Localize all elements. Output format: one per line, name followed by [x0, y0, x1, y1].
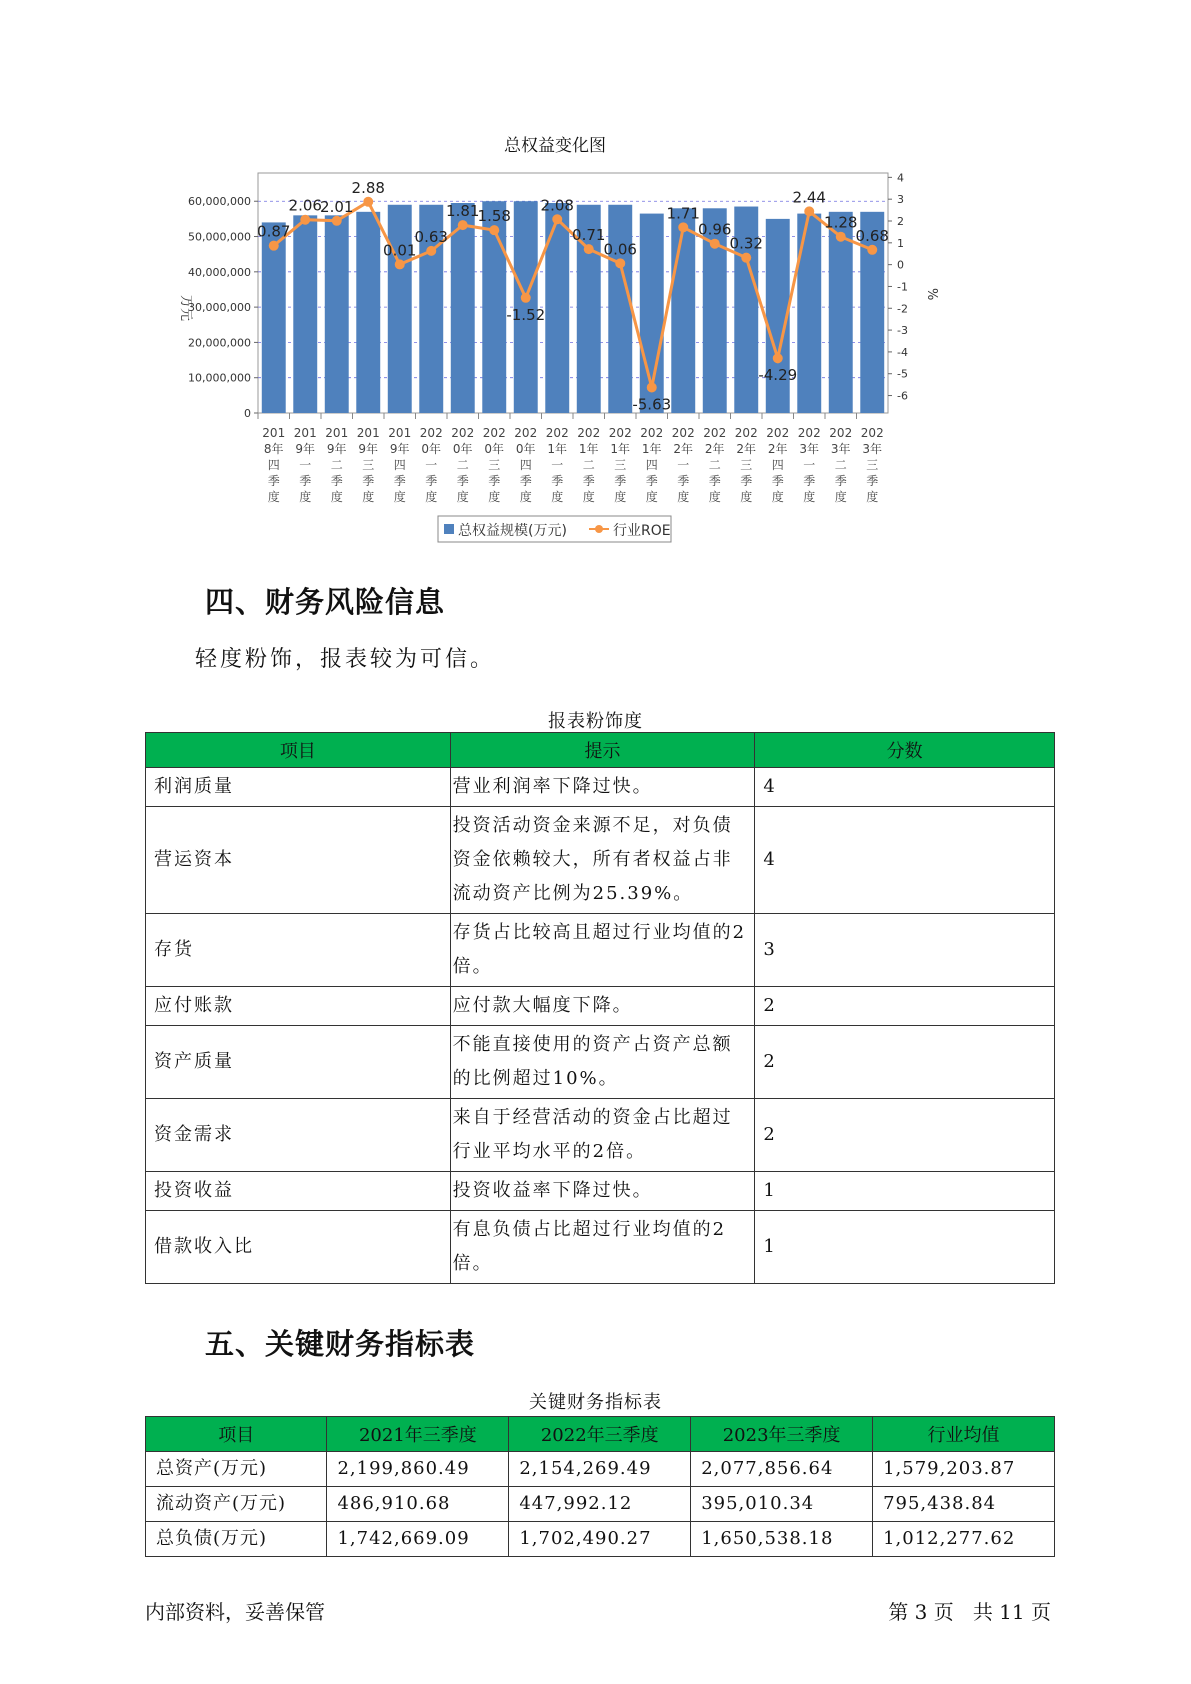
table-row [146, 987, 1055, 1026]
roe-point [710, 239, 720, 249]
y-left-label: 万元 [178, 295, 193, 322]
x-tick-label: 201 9年四季度 [388, 426, 412, 504]
row-item: 利润质量 [146, 768, 451, 807]
kpi-cell: 1,702,490.27 [509, 1522, 691, 1557]
legend-bar-swatch [444, 524, 454, 534]
row-item: 营运资本 [146, 807, 451, 914]
roe-data-label: 1.71 [666, 204, 700, 223]
equity-bar [262, 222, 286, 413]
roe-data-label: 0.01 [383, 241, 417, 260]
row-hint: 应付款大幅度下降。 [450, 987, 755, 1026]
equity-bar [608, 205, 632, 413]
equity-bar [671, 208, 695, 413]
x-tick-label: 202 2年一季度 [671, 426, 695, 504]
row-hint: 存货占比较高且超过行业均值的2倍。 [450, 914, 755, 987]
section4-summary: 轻度粉饰，报表较为可信。 [195, 647, 496, 672]
equity-bar [356, 212, 380, 413]
kpi-header-2021q3: 2021年三季度 [327, 1417, 509, 1452]
roe-data-label: 1.58 [477, 207, 511, 226]
y-right-tick-label: 1 [897, 236, 904, 250]
row-hint: 营业利润率下降过快。 [450, 768, 755, 807]
kpi-header-item: 项目 [146, 1417, 327, 1452]
risk-table-caption: 报表粉饰度 [548, 711, 643, 732]
row-item: 资金需求 [146, 1099, 451, 1172]
roe-point [395, 259, 405, 269]
y-right-tick-label: -3 [897, 324, 908, 338]
kpi-cell: 2,077,856.64 [691, 1452, 873, 1487]
row-score: 2 [755, 987, 1055, 1026]
header-hint: 提示 [450, 733, 755, 768]
table-row [146, 1522, 1055, 1557]
roe-data-label: 0.87 [257, 222, 291, 241]
y-left-tick-label: 0 [244, 407, 251, 420]
roe-point [489, 225, 499, 235]
roe-data-label: -1.52 [506, 305, 546, 324]
kpi-cell: 1,742,669.09 [327, 1522, 509, 1557]
kpi-table [145, 1416, 1055, 1557]
roe-point [552, 214, 562, 224]
y-right-tick-label: -5 [897, 367, 908, 381]
table-row [146, 914, 1055, 987]
roe-point [300, 215, 310, 225]
x-tick-label: 202 1年二季度 [577, 426, 601, 504]
roe-point [426, 246, 436, 256]
kpi-cell: 总负债(万元) [146, 1522, 327, 1557]
kpi-cell: 447,992.12 [509, 1487, 691, 1522]
risk-table [145, 732, 1055, 1284]
y-left-tick-label: 20,000,000 [188, 336, 251, 350]
roe-data-label: 1.28 [824, 213, 858, 232]
y-right-label: % [924, 288, 939, 301]
x-tick-label: 202 2年二季度 [703, 426, 727, 504]
row-hint: 有息负债占比超过行业均值的2倍。 [450, 1211, 755, 1284]
roe-point [678, 222, 688, 232]
kpi-cell: 1,650,538.18 [691, 1522, 873, 1557]
roe-point [741, 253, 751, 263]
roe-data-label: 0.06 [603, 240, 637, 259]
table-row [146, 1452, 1055, 1487]
roe-point [836, 232, 846, 242]
row-item: 应付账款 [146, 987, 451, 1026]
equity-bar [325, 215, 349, 413]
y-left-tick-label: 40,000,000 [188, 265, 251, 279]
y-left-tick-label: 30,000,000 [188, 301, 251, 315]
kpi-header-2022q3: 2022年三季度 [509, 1417, 691, 1452]
roe-data-label: 0.71 [572, 226, 606, 245]
x-tick-label: 201 8年四季度 [262, 426, 286, 504]
roe-data-label: 2.01 [320, 197, 354, 216]
y-right-axis [888, 171, 908, 402]
y-right-tick-label: 0 [897, 258, 904, 272]
row-score: 1 [755, 1211, 1055, 1284]
legend-line-marker [595, 525, 603, 533]
y-right-tick-label: 4 [897, 171, 904, 185]
roe-data-label: 2.44 [792, 188, 826, 207]
roe-data-label: -5.63 [632, 395, 672, 414]
header-score: 分数 [755, 733, 1055, 768]
x-tick-label: 201 9年二季度 [325, 426, 349, 504]
roe-data-label: 0.68 [855, 226, 889, 245]
kpi-cell: 总资产(万元) [146, 1452, 327, 1487]
kpi-cell: 1,579,203.87 [873, 1452, 1055, 1487]
x-tick-label: 202 3年三季度 [860, 426, 884, 504]
risk-table-header [146, 733, 1055, 768]
kpi-cell: 395,010.34 [691, 1487, 873, 1522]
section5-title: 五、关键财务指标表 [205, 1327, 476, 1361]
roe-point [647, 382, 657, 392]
legend [438, 516, 671, 542]
kpi-cell: 2,154,269.49 [509, 1452, 691, 1487]
row-score: 2 [755, 1099, 1055, 1172]
roe-point [615, 258, 625, 268]
legend-bar-label: 总权益规模(万元) [458, 523, 567, 539]
x-tick-label: 201 9年一季度 [293, 426, 317, 504]
roe-point [867, 245, 877, 255]
equity-chart [170, 130, 1000, 600]
kpi-cell: 795,438.84 [873, 1487, 1055, 1522]
kpi-table-caption: 关键财务指标表 [529, 1392, 662, 1413]
x-tick-label: 202 1年一季度 [545, 426, 569, 504]
table-row [146, 807, 1055, 914]
y-right-tick-label: -2 [897, 302, 908, 316]
kpi-cell: 486,910.68 [327, 1487, 509, 1522]
y-right-tick-label: -4 [897, 345, 908, 359]
kpi-cell: 2,199,860.49 [327, 1452, 509, 1487]
footer-left: 内部资料，妥善保管 [145, 1600, 325, 1624]
x-axis-categories [258, 413, 884, 504]
roe-point [269, 241, 279, 251]
equity-bar [451, 203, 475, 413]
roe-data-label: 0.32 [729, 234, 763, 253]
roe-point [804, 206, 814, 216]
y-right-tick-label: -6 [897, 389, 908, 403]
roe-point [773, 353, 783, 363]
y-left-tick-label: 10,000,000 [188, 371, 251, 385]
kpi-header-2023q3: 2023年三季度 [691, 1417, 873, 1452]
row-item: 借款收入比 [146, 1211, 451, 1284]
row-hint: 投资收益率下降过快。 [450, 1172, 755, 1211]
kpi-header-industry-avg: 行业均值 [873, 1417, 1055, 1452]
table-row [146, 1099, 1055, 1172]
roe-data-label: 0.63 [414, 227, 448, 246]
row-score: 4 [755, 768, 1055, 807]
y-right-tick-label: 3 [897, 193, 904, 207]
table-row [146, 1026, 1055, 1099]
x-tick-label: 202 0年四季度 [514, 426, 538, 504]
kpi-table-header [146, 1417, 1055, 1452]
x-tick-label: 202 2年四季度 [766, 426, 790, 504]
footer-page-number: 第 3 页 共 11 页 [888, 1600, 1051, 1624]
roe-data-label: 2.08 [540, 196, 574, 215]
roe-point [458, 220, 468, 230]
roe-data-label: 2.06 [288, 196, 322, 215]
roe-point [584, 244, 594, 254]
row-hint: 不能直接使用的资产占资产总额的比例超过10%。 [450, 1026, 755, 1099]
equity-bar [388, 205, 412, 413]
roe-point [521, 293, 531, 303]
x-tick-label: 201 9年三季度 [356, 426, 380, 504]
roe-data-label: 1.81 [446, 202, 480, 221]
equity-bar [293, 215, 317, 413]
x-tick-label: 202 2年三季度 [734, 426, 758, 504]
row-item: 存货 [146, 914, 451, 987]
table-row [146, 1172, 1055, 1211]
header-item: 项目 [146, 733, 451, 768]
roe-data-label: -4.29 [758, 366, 798, 385]
row-hint: 来自于经营活动的资金占比超过行业平均水平的2倍。 [450, 1099, 755, 1172]
roe-data-label: 0.96 [698, 220, 732, 239]
x-tick-label: 202 3年二季度 [829, 426, 853, 504]
equity-bar [545, 203, 569, 413]
table-row [146, 768, 1055, 807]
roe-data-label: 2.88 [351, 178, 385, 197]
kpi-cell: 1,012,277.62 [873, 1522, 1055, 1557]
x-tick-label: 202 1年三季度 [608, 426, 632, 504]
y-left-tick-label: 50,000,000 [188, 230, 251, 244]
y-left-tick-label: 60,000,000 [188, 195, 251, 209]
y-right-tick-label: -1 [897, 280, 908, 294]
roe-point [332, 216, 342, 226]
x-tick-label: 202 3年一季度 [797, 426, 821, 504]
row-score: 1 [755, 1172, 1055, 1211]
x-tick-label: 202 0年二季度 [451, 426, 475, 504]
table-row [146, 1487, 1055, 1522]
legend-line-label: 行业ROE [613, 523, 671, 539]
row-score: 4 [755, 807, 1055, 914]
kpi-cell: 流动资产(万元) [146, 1487, 327, 1522]
row-hint: 投资活动资金来源不足，对负债资金依赖较大，所有者权益占非流动资产比例为25.39%。 [450, 807, 755, 914]
row-item: 资产质量 [146, 1026, 451, 1099]
section4-title: 四、财务风险信息 [205, 585, 446, 619]
row-item: 投资收益 [146, 1172, 451, 1211]
x-tick-label: 202 1年四季度 [640, 426, 664, 504]
x-tick-label: 202 0年三季度 [482, 426, 506, 504]
equity-bar [829, 212, 853, 413]
row-score: 3 [755, 914, 1055, 987]
x-tick-label: 202 0年一季度 [419, 426, 443, 504]
roe-point [363, 197, 373, 207]
y-left-axis [188, 195, 258, 420]
table-row [146, 1211, 1055, 1284]
y-right-tick-label: 2 [897, 215, 904, 228]
chart-title: 总权益变化图 [504, 136, 606, 156]
row-score: 2 [755, 1026, 1055, 1099]
